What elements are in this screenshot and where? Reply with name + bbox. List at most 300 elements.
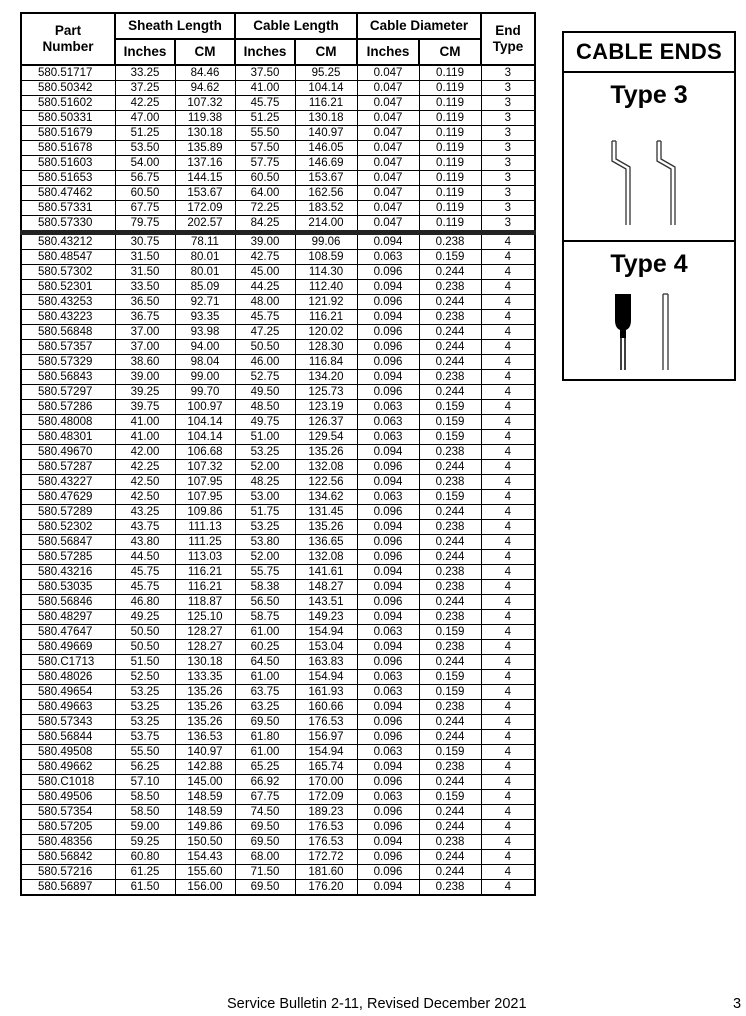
table-row bbox=[21, 340, 535, 355]
table-cell: 122.56 bbox=[295, 475, 357, 490]
table-cell: 0.238 bbox=[419, 760, 481, 775]
table-cell: 71.50 bbox=[235, 865, 295, 880]
table-cell: 580.56846 bbox=[21, 595, 115, 610]
table-cell: 80.01 bbox=[175, 265, 235, 280]
header-sheath-inches: Inches bbox=[115, 39, 175, 65]
cable-ends-legend bbox=[562, 31, 736, 381]
table-cell: 0.119 bbox=[419, 186, 481, 201]
table-cell: 58.50 bbox=[115, 790, 175, 805]
table-cell: 0.119 bbox=[419, 216, 481, 233]
table-cell: 3 bbox=[481, 216, 535, 233]
table-row bbox=[21, 535, 535, 550]
table-cell: 580.48008 bbox=[21, 415, 115, 430]
table-row bbox=[21, 805, 535, 820]
table-cell: 4 bbox=[481, 745, 535, 760]
table-cell: 4 bbox=[481, 325, 535, 340]
table-cell: 116.21 bbox=[295, 96, 357, 111]
table-cell: 0.159 bbox=[419, 430, 481, 445]
table-cell: 3 bbox=[481, 141, 535, 156]
table-cell: 128.27 bbox=[175, 640, 235, 655]
table-cell: 33.25 bbox=[115, 65, 175, 81]
table-cell: 580.56842 bbox=[21, 850, 115, 865]
table-cell: 107.32 bbox=[175, 460, 235, 475]
table-cell: 0.244 bbox=[419, 715, 481, 730]
table-cell: 0.238 bbox=[419, 310, 481, 325]
table-cell: 43.25 bbox=[115, 505, 175, 520]
table-row bbox=[21, 126, 535, 141]
table-cell: 41.00 bbox=[115, 430, 175, 445]
header-sheath-length: Sheath Length bbox=[115, 13, 235, 39]
table-cell: 128.27 bbox=[175, 625, 235, 640]
table-cell: 4 bbox=[481, 880, 535, 896]
table-cell: 132.08 bbox=[295, 550, 357, 565]
table-cell: 106.68 bbox=[175, 445, 235, 460]
table-cell: 149.86 bbox=[175, 820, 235, 835]
table-cell: 4 bbox=[481, 280, 535, 295]
table-cell: 580.48026 bbox=[21, 670, 115, 685]
table-cell: 50.50 bbox=[115, 640, 175, 655]
table-cell: 4 bbox=[481, 670, 535, 685]
table-cell: 580.50342 bbox=[21, 81, 115, 96]
table-cell: 0.047 bbox=[357, 156, 419, 171]
table-row bbox=[21, 460, 535, 475]
table-cell: 580.57287 bbox=[21, 460, 115, 475]
table-cell: 135.26 bbox=[175, 700, 235, 715]
table-cell: 68.00 bbox=[235, 850, 295, 865]
table-cell: 0.244 bbox=[419, 850, 481, 865]
cable-ends-title: CABLE ENDS bbox=[564, 33, 734, 73]
table-cell: 84.46 bbox=[175, 65, 235, 81]
table-cell: 4 bbox=[481, 370, 535, 385]
table-cell: 140.97 bbox=[175, 745, 235, 760]
table-cell: 135.26 bbox=[175, 685, 235, 700]
table-cell: 4 bbox=[481, 595, 535, 610]
table-cell: 30.75 bbox=[115, 233, 175, 250]
table-cell: 36.50 bbox=[115, 295, 175, 310]
table-row bbox=[21, 400, 535, 415]
table-cell: 580.43223 bbox=[21, 310, 115, 325]
table-cell: 580.43216 bbox=[21, 565, 115, 580]
table-cell: 4 bbox=[481, 700, 535, 715]
table-cell: 61.25 bbox=[115, 865, 175, 880]
table-cell: 42.75 bbox=[235, 250, 295, 265]
table-cell: 0.159 bbox=[419, 790, 481, 805]
table-cell: 58.38 bbox=[235, 580, 295, 595]
table-cell: 3 bbox=[481, 96, 535, 111]
table-cell: 0.238 bbox=[419, 700, 481, 715]
table-row bbox=[21, 685, 535, 700]
table-cell: 53.25 bbox=[115, 700, 175, 715]
table-cell: 4 bbox=[481, 805, 535, 820]
table-cell: 580.57331 bbox=[21, 201, 115, 216]
table-cell: 146.05 bbox=[295, 141, 357, 156]
table-cell: 580.48547 bbox=[21, 250, 115, 265]
page-number: 3 bbox=[733, 996, 742, 1012]
table-cell: 153.67 bbox=[175, 186, 235, 201]
table-cell: 4 bbox=[481, 430, 535, 445]
table-cell: 53.25 bbox=[235, 520, 295, 535]
table-row bbox=[21, 565, 535, 580]
table-cell: 0.094 bbox=[357, 475, 419, 490]
table-row bbox=[21, 186, 535, 201]
table-cell: 61.00 bbox=[235, 745, 295, 760]
table-row bbox=[21, 96, 535, 111]
table-cell: 189.23 bbox=[295, 805, 357, 820]
table-cell: 0.094 bbox=[357, 520, 419, 535]
table-row bbox=[21, 141, 535, 156]
table-cell: 140.97 bbox=[295, 126, 357, 141]
table-cell: 4 bbox=[481, 520, 535, 535]
table-cell: 51.75 bbox=[235, 505, 295, 520]
table-cell: 53.50 bbox=[115, 141, 175, 156]
table-cell: 580.47629 bbox=[21, 490, 115, 505]
table-cell: 45.00 bbox=[235, 265, 295, 280]
table-cell: 61.50 bbox=[115, 880, 175, 896]
table-cell: 4 bbox=[481, 625, 535, 640]
table-cell: 580.49669 bbox=[21, 640, 115, 655]
table-row bbox=[21, 655, 535, 670]
table-row bbox=[21, 850, 535, 865]
table-cell: 39.00 bbox=[235, 233, 295, 250]
table-cell: 0.094 bbox=[357, 760, 419, 775]
table-cell: 99.00 bbox=[175, 370, 235, 385]
table-cell: 0.096 bbox=[357, 265, 419, 280]
table-cell: 45.75 bbox=[235, 310, 295, 325]
table-row bbox=[21, 880, 535, 896]
table-cell: 0.096 bbox=[357, 355, 419, 370]
table-cell: 80.01 bbox=[175, 250, 235, 265]
table-cell: 53.75 bbox=[115, 730, 175, 745]
table-cell: 39.25 bbox=[115, 385, 175, 400]
table-row bbox=[21, 670, 535, 685]
table-cell: 3 bbox=[481, 201, 535, 216]
table-cell: 60.25 bbox=[235, 640, 295, 655]
table-cell: 580.57205 bbox=[21, 820, 115, 835]
table-cell: 0.159 bbox=[419, 415, 481, 430]
table-cell: 56.50 bbox=[235, 595, 295, 610]
table-cell: 0.063 bbox=[357, 685, 419, 700]
table-cell: 160.66 bbox=[295, 700, 357, 715]
table-cell: 74.50 bbox=[235, 805, 295, 820]
table-cell: 53.25 bbox=[235, 445, 295, 460]
table-cell: 0.159 bbox=[419, 670, 481, 685]
table-cell: 4 bbox=[481, 385, 535, 400]
table-cell: 0.119 bbox=[419, 81, 481, 96]
table-cell: 61.00 bbox=[235, 670, 295, 685]
table-cell: 0.096 bbox=[357, 535, 419, 550]
table-cell: 58.75 bbox=[235, 610, 295, 625]
table-cell: 580.51602 bbox=[21, 96, 115, 111]
table-cell: 3 bbox=[481, 156, 535, 171]
table-cell: 0.244 bbox=[419, 460, 481, 475]
table-cell: 4 bbox=[481, 535, 535, 550]
table-cell: 214.00 bbox=[295, 216, 357, 233]
table-cell: 42.50 bbox=[115, 475, 175, 490]
table-cell: 4 bbox=[481, 565, 535, 580]
table-cell: 172.09 bbox=[175, 201, 235, 216]
table-cell: 580.52301 bbox=[21, 280, 115, 295]
table-cell: 49.25 bbox=[115, 610, 175, 625]
table-cell: 142.88 bbox=[175, 760, 235, 775]
table-cell: 0.063 bbox=[357, 250, 419, 265]
table-cell: 4 bbox=[481, 340, 535, 355]
table-cell: 4 bbox=[481, 310, 535, 325]
table-cell: 580.50331 bbox=[21, 111, 115, 126]
table-cell: 153.04 bbox=[295, 640, 357, 655]
table-cell: 53.25 bbox=[115, 685, 175, 700]
table-cell: 141.61 bbox=[295, 565, 357, 580]
table-cell: 65.25 bbox=[235, 760, 295, 775]
table-cell: 109.86 bbox=[175, 505, 235, 520]
table-cell: 111.25 bbox=[175, 535, 235, 550]
table-row bbox=[21, 325, 535, 340]
table-cell: 50.50 bbox=[115, 625, 175, 640]
table-cell: 60.50 bbox=[115, 186, 175, 201]
table-cell: 580.57354 bbox=[21, 805, 115, 820]
table-cell: 0.047 bbox=[357, 171, 419, 186]
table-cell: 136.65 bbox=[295, 535, 357, 550]
table-cell: 99.06 bbox=[295, 233, 357, 250]
table-cell: 48.25 bbox=[235, 475, 295, 490]
table-cell: 154.94 bbox=[295, 745, 357, 760]
table-cell: 133.35 bbox=[175, 670, 235, 685]
table-cell: 0.244 bbox=[419, 505, 481, 520]
table-cell: 0.244 bbox=[419, 385, 481, 400]
table-cell: 4 bbox=[481, 865, 535, 880]
table-cell: 41.00 bbox=[115, 415, 175, 430]
table-row bbox=[21, 250, 535, 265]
table-cell: 60.50 bbox=[235, 171, 295, 186]
table-cell: 0.063 bbox=[357, 415, 419, 430]
table-cell: 4 bbox=[481, 355, 535, 370]
table-cell: 78.11 bbox=[175, 233, 235, 250]
table-cell: 580.43227 bbox=[21, 475, 115, 490]
table-row bbox=[21, 355, 535, 370]
table-row bbox=[21, 715, 535, 730]
table-cell: 60.80 bbox=[115, 850, 175, 865]
table-cell: 0.096 bbox=[357, 505, 419, 520]
table-cell: 38.60 bbox=[115, 355, 175, 370]
table-cell: 580.43212 bbox=[21, 233, 115, 250]
type3-label: Type 3 bbox=[610, 81, 688, 109]
table-cell: 4 bbox=[481, 580, 535, 595]
table-cell: 55.75 bbox=[235, 565, 295, 580]
table-cell: 0.047 bbox=[357, 81, 419, 96]
table-cell: 42.25 bbox=[115, 460, 175, 475]
table-cell: 580.51679 bbox=[21, 126, 115, 141]
table-cell: 72.25 bbox=[235, 201, 295, 216]
table-cell: 41.00 bbox=[235, 81, 295, 96]
table-cell: 0.244 bbox=[419, 805, 481, 820]
table-cell: 0.094 bbox=[357, 640, 419, 655]
table-cell: 42.00 bbox=[115, 445, 175, 460]
table-cell: 61.80 bbox=[235, 730, 295, 745]
table-cell: 4 bbox=[481, 760, 535, 775]
table-cell: 0.159 bbox=[419, 400, 481, 415]
table-cell: 44.50 bbox=[115, 550, 175, 565]
table-cell: 580.56848 bbox=[21, 325, 115, 340]
table-cell: 47.00 bbox=[115, 111, 175, 126]
table-cell: 0.063 bbox=[357, 790, 419, 805]
table-row bbox=[21, 640, 535, 655]
table-row bbox=[21, 595, 535, 610]
table-cell: 146.69 bbox=[295, 156, 357, 171]
table-cell: 0.238 bbox=[419, 233, 481, 250]
table-cell: 163.83 bbox=[295, 655, 357, 670]
table-cell: 176.53 bbox=[295, 835, 357, 850]
table-cell: 53.80 bbox=[235, 535, 295, 550]
table-cell: 154.94 bbox=[295, 670, 357, 685]
table-cell: 0.119 bbox=[419, 171, 481, 186]
table-cell: 125.73 bbox=[295, 385, 357, 400]
table-row bbox=[21, 865, 535, 880]
table-cell: 69.50 bbox=[235, 880, 295, 896]
table-cell: 49.75 bbox=[235, 415, 295, 430]
table-cell: 0.244 bbox=[419, 775, 481, 790]
table-cell: 48.50 bbox=[235, 400, 295, 415]
table-cell: 0.159 bbox=[419, 625, 481, 640]
table-cell: 57.50 bbox=[235, 141, 295, 156]
table-cell: 104.14 bbox=[175, 415, 235, 430]
table-cell: 43.75 bbox=[115, 520, 175, 535]
table-cell: 0.094 bbox=[357, 835, 419, 850]
table-cell: 156.97 bbox=[295, 730, 357, 745]
table-cell: 63.25 bbox=[235, 700, 295, 715]
table-cell: 0.096 bbox=[357, 340, 419, 355]
table-cell: 0.238 bbox=[419, 370, 481, 385]
table-row bbox=[21, 520, 535, 535]
table-cell: 135.89 bbox=[175, 141, 235, 156]
header-cable-diameter: Cable Diameter bbox=[357, 13, 481, 39]
table-cell: 148.59 bbox=[175, 790, 235, 805]
table-cell: 580.56844 bbox=[21, 730, 115, 745]
table-cell: 0.047 bbox=[357, 65, 419, 81]
table-cell: 51.25 bbox=[115, 126, 175, 141]
table-cell: 94.00 bbox=[175, 340, 235, 355]
cable-spec-table bbox=[20, 12, 536, 896]
table-cell: 0.063 bbox=[357, 430, 419, 445]
table-cell: 51.25 bbox=[235, 111, 295, 126]
table-cell: 4 bbox=[481, 790, 535, 805]
table-cell: 580.57289 bbox=[21, 505, 115, 520]
table-cell: 54.00 bbox=[115, 156, 175, 171]
table-cell: 0.238 bbox=[419, 880, 481, 896]
table-cell: 0.119 bbox=[419, 156, 481, 171]
table-cell: 4 bbox=[481, 715, 535, 730]
table-row bbox=[21, 700, 535, 715]
table-cell: 0.063 bbox=[357, 490, 419, 505]
table-cell: 0.238 bbox=[419, 445, 481, 460]
table-cell: 0.047 bbox=[357, 186, 419, 201]
table-row bbox=[21, 201, 535, 216]
table-cell: 31.50 bbox=[115, 265, 175, 280]
table-cell: 37.25 bbox=[115, 81, 175, 96]
table-cell: 94.62 bbox=[175, 81, 235, 96]
table-row bbox=[21, 81, 535, 96]
table-cell: 0.096 bbox=[357, 325, 419, 340]
table-cell: 143.51 bbox=[295, 595, 357, 610]
table-cell: 148.27 bbox=[295, 580, 357, 595]
table-cell: 0.244 bbox=[419, 595, 481, 610]
table-cell: 67.75 bbox=[115, 201, 175, 216]
table-row bbox=[21, 415, 535, 430]
table-cell: 79.75 bbox=[115, 216, 175, 233]
table-cell: 580.56843 bbox=[21, 370, 115, 385]
table-cell: 31.50 bbox=[115, 250, 175, 265]
table-cell: 580.57297 bbox=[21, 385, 115, 400]
table-row bbox=[21, 625, 535, 640]
table-cell: 0.119 bbox=[419, 65, 481, 81]
table-cell: 4 bbox=[481, 505, 535, 520]
table-cell: 111.13 bbox=[175, 520, 235, 535]
table-cell: 165.74 bbox=[295, 760, 357, 775]
table-cell: 580.57343 bbox=[21, 715, 115, 730]
table-cell: 0.244 bbox=[419, 325, 481, 340]
table-cell: 57.75 bbox=[235, 156, 295, 171]
footer-text: Service Bulletin 2-11, Revised December 2021 bbox=[227, 996, 527, 1012]
table-cell: 53.25 bbox=[115, 715, 175, 730]
table-cell: 63.75 bbox=[235, 685, 295, 700]
table-cell: 580.52302 bbox=[21, 520, 115, 535]
table-cell: 4 bbox=[481, 475, 535, 490]
table-cell: 172.09 bbox=[295, 790, 357, 805]
table-cell: 39.75 bbox=[115, 400, 175, 415]
table-cell: 3 bbox=[481, 171, 535, 186]
table-cell: 4 bbox=[481, 265, 535, 280]
table-cell: 55.50 bbox=[235, 126, 295, 141]
table-cell: 46.00 bbox=[235, 355, 295, 370]
table-cell: 134.62 bbox=[295, 490, 357, 505]
table-cell: 69.50 bbox=[235, 715, 295, 730]
table-cell: 580.53035 bbox=[21, 580, 115, 595]
table-cell: 99.70 bbox=[175, 385, 235, 400]
table-cell: 104.14 bbox=[295, 81, 357, 96]
table-cell: 0.096 bbox=[357, 850, 419, 865]
table-cell: 0.096 bbox=[357, 820, 419, 835]
table-row bbox=[21, 820, 535, 835]
table-cell: 52.00 bbox=[235, 550, 295, 565]
table-cell: 0.094 bbox=[357, 880, 419, 896]
table-cell: 172.72 bbox=[295, 850, 357, 865]
table-cell: 130.18 bbox=[175, 655, 235, 670]
table-cell: 4 bbox=[481, 610, 535, 625]
table-row bbox=[21, 775, 535, 790]
table-row bbox=[21, 171, 535, 186]
table-cell: 0.238 bbox=[419, 280, 481, 295]
table-cell: 128.30 bbox=[295, 340, 357, 355]
table-cell: 69.50 bbox=[235, 835, 295, 850]
table-cell: 0.159 bbox=[419, 685, 481, 700]
table-cell: 116.84 bbox=[295, 355, 357, 370]
table-cell: 144.15 bbox=[175, 171, 235, 186]
table-cell: 0.238 bbox=[419, 520, 481, 535]
table-cell: 0.047 bbox=[357, 216, 419, 233]
table-cell: 126.37 bbox=[295, 415, 357, 430]
table-row bbox=[21, 730, 535, 745]
header-cable-inches: Inches bbox=[235, 39, 295, 65]
table-cell: 0.096 bbox=[357, 775, 419, 790]
table-cell: 4 bbox=[481, 775, 535, 790]
table-cell: 131.45 bbox=[295, 505, 357, 520]
table-cell: 580.51603 bbox=[21, 156, 115, 171]
table-cell: 92.71 bbox=[175, 295, 235, 310]
table-cell: 0.244 bbox=[419, 535, 481, 550]
bent-cable-end-icon bbox=[564, 137, 734, 227]
table-cell: 580.56897 bbox=[21, 880, 115, 896]
table-cell: 580.57329 bbox=[21, 355, 115, 370]
table-cell: 0.244 bbox=[419, 355, 481, 370]
table-cell: 0.159 bbox=[419, 250, 481, 265]
